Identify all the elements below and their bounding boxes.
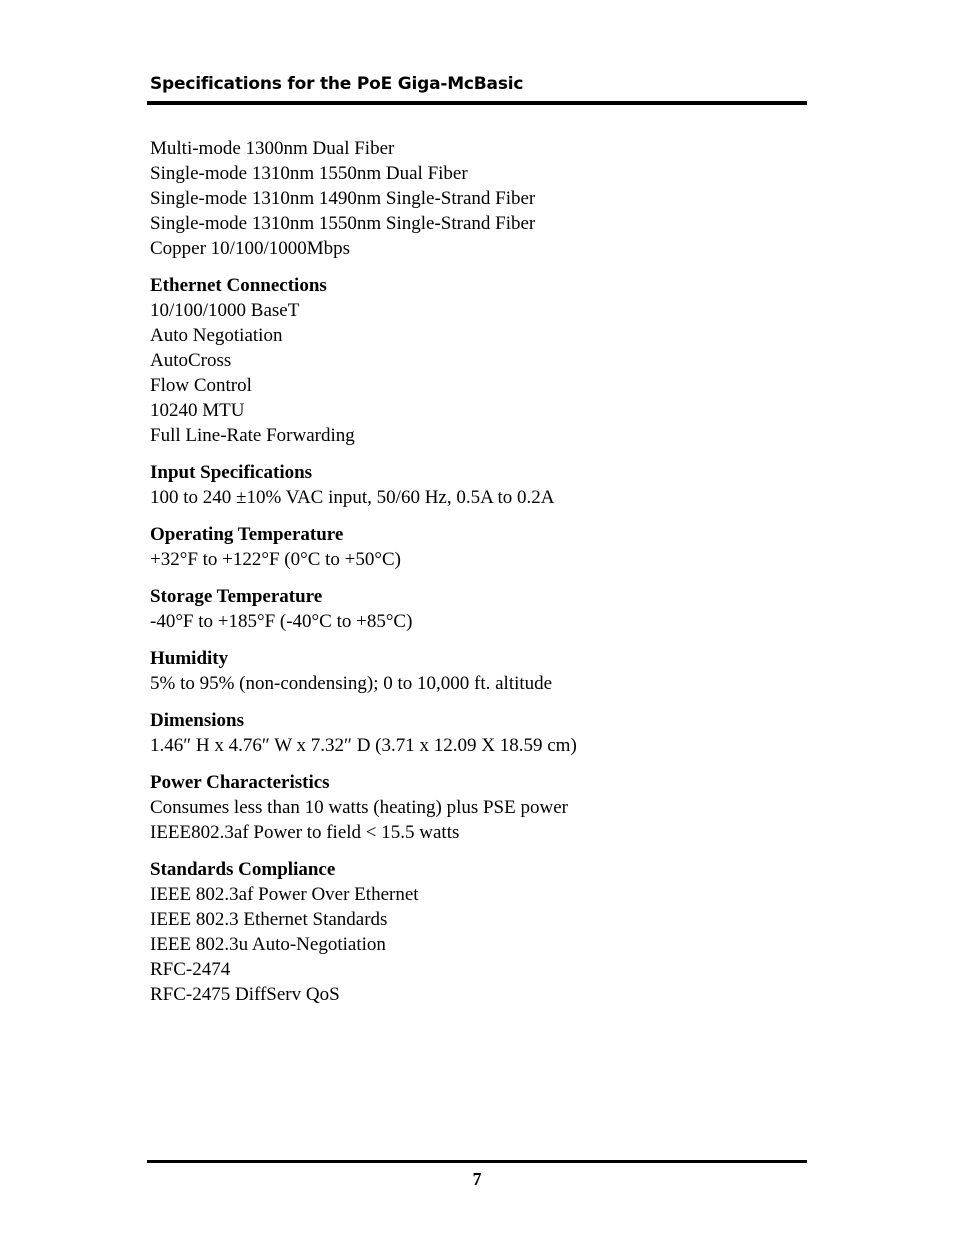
section-line: 100 to 240 ±10% VAC input, 50/60 Hz, 0.5A to 0.2A bbox=[150, 487, 555, 508]
section-ethernet-connections bbox=[150, 273, 790, 448]
section-line: RFC-2474 bbox=[150, 959, 231, 980]
section-heading: Operating Temperature bbox=[150, 524, 344, 545]
intro-line: Single-mode 1310nm 1550nm Dual Fiber bbox=[150, 163, 468, 184]
specifications-body bbox=[150, 136, 790, 1007]
section-line: 10/100/1000 BaseT bbox=[150, 300, 300, 321]
header-rule bbox=[147, 101, 807, 105]
section-line: 1.46″ H x 4.76″ W x 7.32″ D (3.71 x 12.09 X 18.59 cm) bbox=[150, 735, 577, 756]
section-line: 10240 MTU bbox=[150, 400, 245, 421]
section-line: +32°F to +122°F (0°C to +50°C) bbox=[150, 549, 401, 570]
intro-line: Single-mode 1310nm 1550nm Single-Strand Fiber bbox=[150, 213, 536, 234]
section-line: IEEE 802.3af Power Over Ethernet bbox=[150, 884, 419, 905]
section-storage-temperature bbox=[150, 584, 790, 634]
section-heading: Standards Compliance bbox=[150, 859, 336, 880]
section-dimensions bbox=[150, 708, 790, 758]
intro-line: Multi-mode 1300nm Dual Fiber bbox=[150, 138, 395, 159]
section-line: RFC-2475 DiffServ QoS bbox=[150, 984, 340, 1005]
footer-rule bbox=[147, 1160, 807, 1163]
intro-line: Single-mode 1310nm 1490nm Single-Strand Fiber bbox=[150, 188, 536, 209]
section-heading: Input Specifications bbox=[150, 462, 313, 483]
section-line: AutoCross bbox=[150, 350, 232, 371]
page-number: 7 bbox=[472, 1169, 482, 1189]
section-operating-temperature bbox=[150, 522, 790, 572]
section-line: IEEE 802.3u Auto-Negotiation bbox=[150, 934, 386, 955]
section-heading: Storage Temperature bbox=[150, 586, 323, 607]
section-line: IEEE 802.3 Ethernet Standards bbox=[150, 909, 388, 930]
section-line: Full Line-Rate Forwarding bbox=[150, 425, 355, 446]
intro-line: Copper 10/100/1000Mbps bbox=[150, 238, 351, 259]
section-heading: Ethernet Connections bbox=[150, 275, 327, 296]
section-humidity bbox=[150, 646, 790, 696]
section-line: Consumes less than 10 watts (heating) plus PSE power bbox=[150, 797, 568, 818]
section-standards-compliance bbox=[150, 857, 790, 1007]
section-input-specifications bbox=[150, 460, 790, 510]
section-line: -40°F to +185°F (-40°C to +85°C) bbox=[150, 611, 413, 632]
page-header-title: Specifications for the PoE Giga-McBasic bbox=[150, 74, 524, 94]
section-heading: Humidity bbox=[150, 648, 229, 669]
section-heading: Dimensions bbox=[150, 710, 244, 731]
section-line: Flow Control bbox=[150, 375, 252, 396]
section-line: Auto Negotiation bbox=[150, 325, 283, 346]
intro-list bbox=[150, 136, 790, 261]
section-heading: Power Characteristics bbox=[150, 772, 330, 793]
section-line: IEEE802.3af Power to field < 15.5 watts bbox=[150, 822, 460, 843]
section-power-characteristics bbox=[150, 770, 790, 845]
section-line: 5% to 95% (non-condensing); 0 to 10,000 ft. altitude bbox=[150, 673, 553, 694]
